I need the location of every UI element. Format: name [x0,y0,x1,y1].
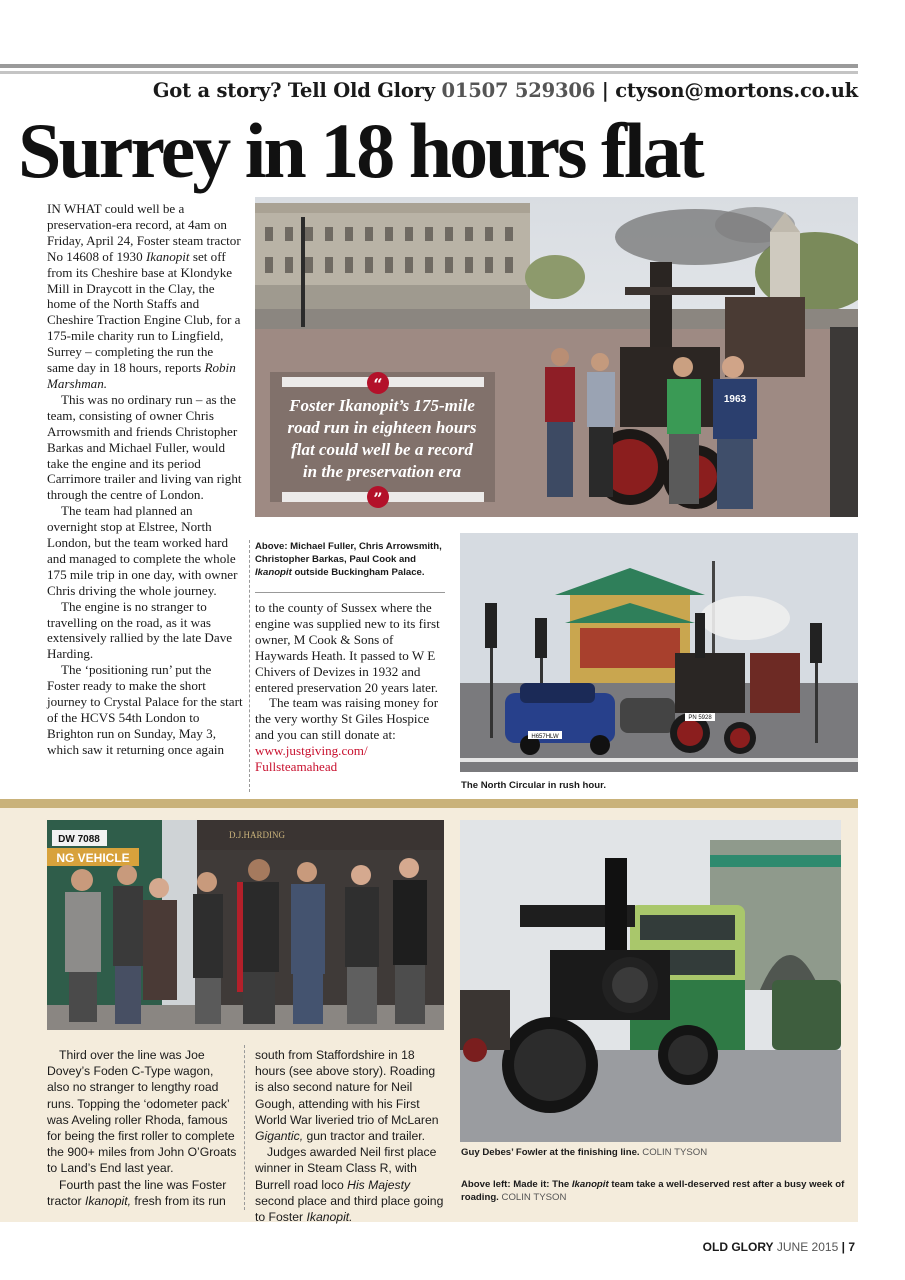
header-rule [0,64,858,68]
team-photo [47,820,444,1030]
section-divider [0,799,858,808]
second-story-column-2 [255,1047,445,1225]
second-story-para-2: Fourth past the line was Foster tractor Ikanopit, fresh from its run [47,1177,227,1208]
shirt-print: 1963 [723,394,747,405]
story-tip-email[interactable]: ctyson@mortons.co.uk [615,79,858,102]
car-plate: H657HLW [531,734,559,740]
fowler-caption: Guy Debes’ Fowler at the finishing line. COLIN TYSON [461,1147,708,1158]
header-rule-thin [0,71,858,74]
donate-link-line [255,743,447,775]
article-para-5: The ‘positioning run’ put the Foster ready to make the short journey to Crystal Palace for the start of the HCVS 54th London to Brighton run on Sunday, May 3, which saw it returning once again [47,662,243,757]
caption-rule [255,592,445,593]
second-story-column-1 [47,1047,237,1209]
second-story-para-1: Third over the line was Joe Dovey’s Foden C-Type wagon, also no stranger to lengthy road runs. Topping the ‘odometer pack’ was Aveling roller Rhoda, famous for being the first roller to complete the 900+ miles from John O’Groats to Land’s End last year. [47,1048,237,1176]
north-circular-photo [460,533,858,772]
quote-close-icon: ” [367,486,389,508]
pull-quote-text: Foster Ikanopit’s 175-mile road run in eighteen hours flat could well be a record in the preservation era [287,396,477,481]
north-circular-caption: The North Circular in rush hour. [461,780,606,791]
page-footer [703,1240,855,1254]
second-story-para-3: south from Staffordshire in 18 hours (see above story). Roading is also second nature for Neil Gough, attending with his First World War liveried trio of McLaren Gigantic, gun tractor and trailer. [255,1048,439,1144]
column-separator [249,540,250,792]
page-number: 7 [848,1240,855,1254]
team-illustration [47,820,444,1030]
story-tip-phone[interactable]: 01507 529306 [441,79,596,102]
quote-open-icon: “ [367,372,389,394]
story-tip-line [153,79,858,102]
story-tip-text: Got a story? Tell Old Glory [152,79,435,102]
palace-caption: Above: Michael Fuller, Chris Arrowsmith, Christopher Barkas, Paul Cook and Ikanopit outside Buckingham Palace. [255,541,442,578]
van-sign: D.J.HARDING [229,830,285,840]
article-column-2 [255,600,447,775]
footer-magazine: OLD GLORY [702,1240,774,1254]
fowler-photo [460,820,841,1142]
donate-link[interactable]: www.justgiving.com/ Fullsteamahead [255,743,368,775]
article-para-1: IN WHAT could well be a preservation-era record, at 4am on Friday, April 24, Foster steam tractor No 14608 of 1930 Ikanopit set off from its Cheshire base at Klondyke Mill in Draycott in the Clay, the home of the North Staffs and Cheshire Traction Engine Club, for a 175-mile charity run to Lingfield, Surrey – completing the run the same day in 18 hours, reports Robin Marshman. [47,201,241,391]
vehicle-sign: NG VEHICLE [56,851,130,865]
footer-issue: JUNE 2015 [776,1240,839,1254]
article-para-2: This was no ordinary run – as the team, consisting of owner Chris Arrowsmith and friends Christopher Barkas and Michael Fuller, would take the engine and its period Carrimore trailer and living van right through the centre of London. [47,391,242,503]
footer-separator: | [841,1240,845,1254]
article-para-3: The team had planned an overnight stop at Elstree, North London, but the team worked hard and managed to complete the whole 175 mile trip in one day, with owner Chris driving the whole journey. [47,503,238,598]
second-story-para-4: Judges awarded Neil first place winner in Steam Class R, with Burrell road loco His Majesty second place and third place going to Foster Ikanopit. [255,1145,444,1225]
story-tip-separator: | [601,79,609,102]
headline: Surrey in 18 hours flat [18,107,702,194]
article-para-4: The engine is no stranger to travelling on the road, as it was extensively rallied by the late Dave Harding. [47,598,233,662]
reg-sign: DW 7088 [58,834,100,845]
fowler-illustration [460,820,841,1142]
article-para-7: The team was raising money for the very worthy St Giles Hospice and you can still donate at: [255,695,439,743]
team-caption: Above left: Made it: The Ikanopit team take a well-deserved rest after a busy week of roading. COLIN TYSON [461,1179,845,1203]
engine-plate: PN 5928 [688,715,712,721]
second-story-separator [244,1045,245,1210]
article-column-1 [47,201,243,758]
north-circular-illustration [460,533,858,772]
article-para-6: to the county of Sussex where the engine was supplied new to its first owner, M Cook & Sons of Haywards Heath. It passed to W E Chivers of Devizes in 1932 and entered preservation 20 years later. [255,600,440,695]
